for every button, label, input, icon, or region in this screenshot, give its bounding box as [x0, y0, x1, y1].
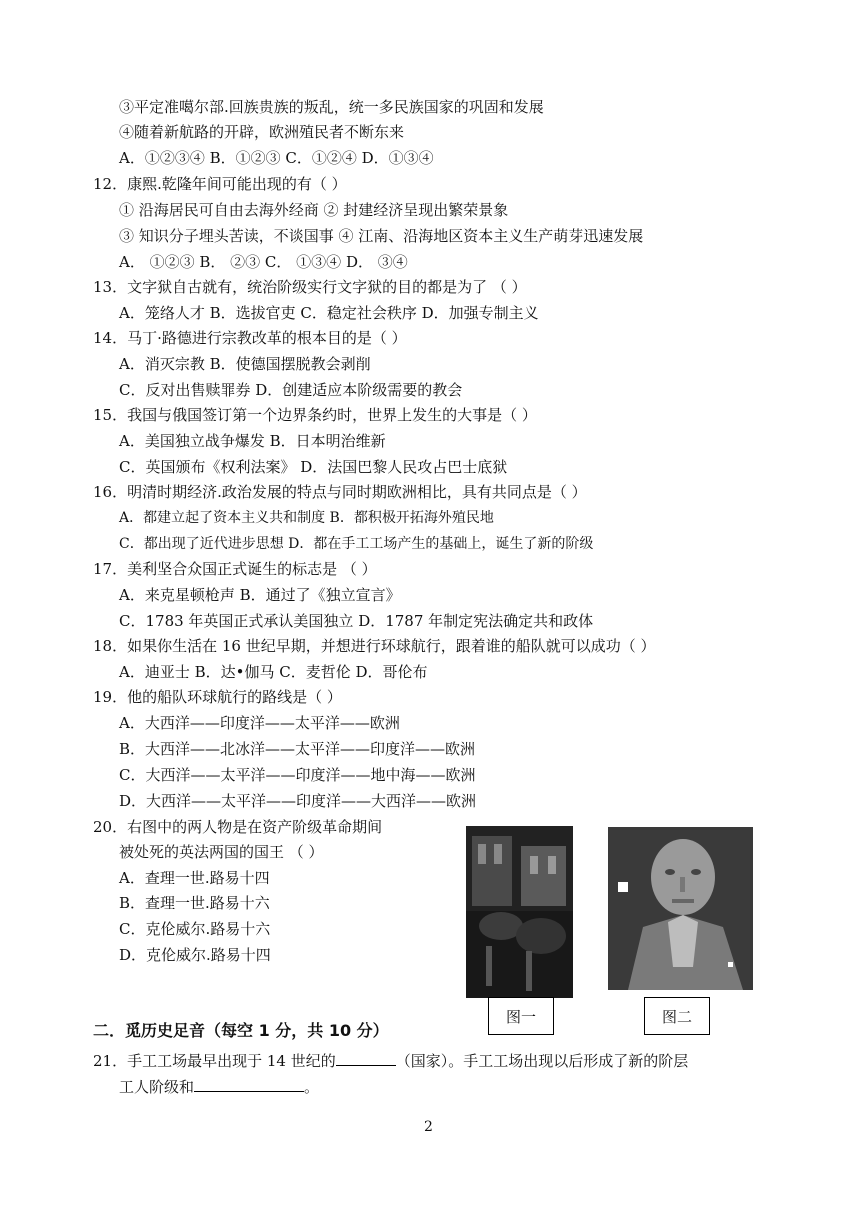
answer-blank[interactable]	[194, 1075, 304, 1092]
figure-two-portrait	[608, 827, 753, 990]
question-14: 14．马丁·路德进行宗教改革的根本目的是（ ）	[93, 329, 407, 347]
answer-choice-a: A．查理一世.路易十四	[119, 869, 270, 887]
answer-choice-b: B．大西洋——北冰洋——太平洋——印度洋——欧洲	[119, 740, 476, 758]
answer-choices: C．都出现了近代进步思想 D．都在手工工场产生的基础上，诞生了新的阶级	[119, 536, 594, 552]
answer-choices: A． ①②③ B． ②③ C． ①③④ D． ③④	[119, 253, 408, 271]
answer-choice-b: B．查理一世.路易十六	[119, 894, 270, 912]
answer-choice-d: D．大西洋——太平洋——印度洋——大西洋——欧洲	[119, 792, 477, 810]
figure-two-caption: 图二	[644, 997, 710, 1035]
option-line: ④随着新航路的开辟，欧洲殖民者不断东来	[119, 123, 405, 141]
answer-choices: C．英国颁布《权利法案》 D．法国巴黎人民攻占巴士底狱	[119, 458, 508, 476]
figure-one-caption: 图一	[488, 997, 554, 1035]
question-13: 13．文字狱自古就有，统治阶级实行文字狱的目的都是为了 （ ）	[93, 278, 527, 296]
answer-choice-d: D．克伦威尔.路易十四	[119, 946, 271, 964]
answer-choices: C．1783 年英国正式承认美国独立 D．1787 年制定宪法确定共和政体	[119, 612, 594, 630]
answer-choices: A．来克星顿枪声 B．通过了《独立宣言》	[119, 586, 401, 604]
question-21-text: （国家）。手工工场出现以后形成了新的阶层	[395, 1052, 689, 1070]
answer-choice-c: C．克伦威尔.路易十六	[119, 920, 271, 938]
figure-two-image	[608, 827, 753, 990]
question-21-text: 。	[304, 1078, 320, 1096]
answer-choices: A．笼络人才 B．选拔官吏 C．稳定社会秩序 D．加强专制主义	[119, 304, 539, 322]
answer-choices: C．反对出售赎罪券 D．创建适应本阶级需要的教会	[119, 381, 463, 399]
page-number: 2	[424, 1119, 433, 1135]
question-12: 12．康熙.乾隆年间可能出现的有（ ）	[93, 175, 347, 193]
question-16: 16．明清时期经济.政治发展的特点与同时期欧洲相比，具有共同点是（ ）	[93, 483, 587, 501]
answer-choices: A．①②③④ B．①②③ C．①②④ D．①③④	[119, 149, 434, 167]
question-20-cont: 被处死的英法两国的国王 （ ）	[119, 843, 324, 861]
question-21-cont	[119, 1075, 319, 1097]
answer-blank[interactable]	[336, 1049, 396, 1066]
answer-choices: A．消灭宗教 B．使德国摆脱教会剥削	[119, 355, 371, 373]
question-20: 20．右图中的两人物是在资产阶级革命期间	[93, 818, 383, 836]
question-21-text: 工人阶级和	[119, 1078, 195, 1096]
answer-choices: A．迪亚士 B．达•伽马 C．麦哲伦 D．哥伦布	[119, 663, 428, 681]
question-21-text: 21．手工工场最早出现于 14 世纪的	[93, 1052, 336, 1070]
section-heading: 二．觅历史足音（每空 1 分，共 10 分）	[93, 1021, 389, 1040]
answer-choices: A．都建立起了资本主义共和制度 B．都积极开拓海外殖民地	[119, 510, 494, 526]
answer-choices: A．美国独立战争爆发 B．日本明治维新	[119, 432, 386, 450]
question-21	[93, 1049, 688, 1071]
answer-choice-a: A．大西洋——印度洋——太平洋——欧洲	[119, 714, 400, 732]
figure-one-illustration	[466, 826, 573, 998]
question-18: 18．如果你生活在 16 世纪早期，并想进行环球航行，跟着谁的船队就可以成功（ ）	[93, 637, 656, 655]
option-line: ③ 知识分子埋头苦读，不谈国事 ④ 江南、沿海地区资本主义生产萌芽迅速发展	[119, 227, 644, 245]
answer-choice-c: C．大西洋——太平洋——印度洋——地中海——欧洲	[119, 766, 476, 784]
question-15: 15．我国与俄国签订第一个边界条约时，世界上发生的大事是（ ）	[93, 406, 537, 424]
question-19: 19．他的船队环球航行的路线是（ ）	[93, 688, 342, 706]
option-line: ① 沿海居民可自由去海外经商 ② 封建经济呈现出繁荣景象	[119, 201, 509, 219]
option-line: ③平定准噶尔部.回族贵族的叛乱，统一多民族国家的巩固和发展	[119, 98, 544, 116]
figure-one-image	[466, 826, 573, 998]
question-17: 17．美利坚合众国正式诞生的标志是 （ ）	[93, 560, 377, 578]
